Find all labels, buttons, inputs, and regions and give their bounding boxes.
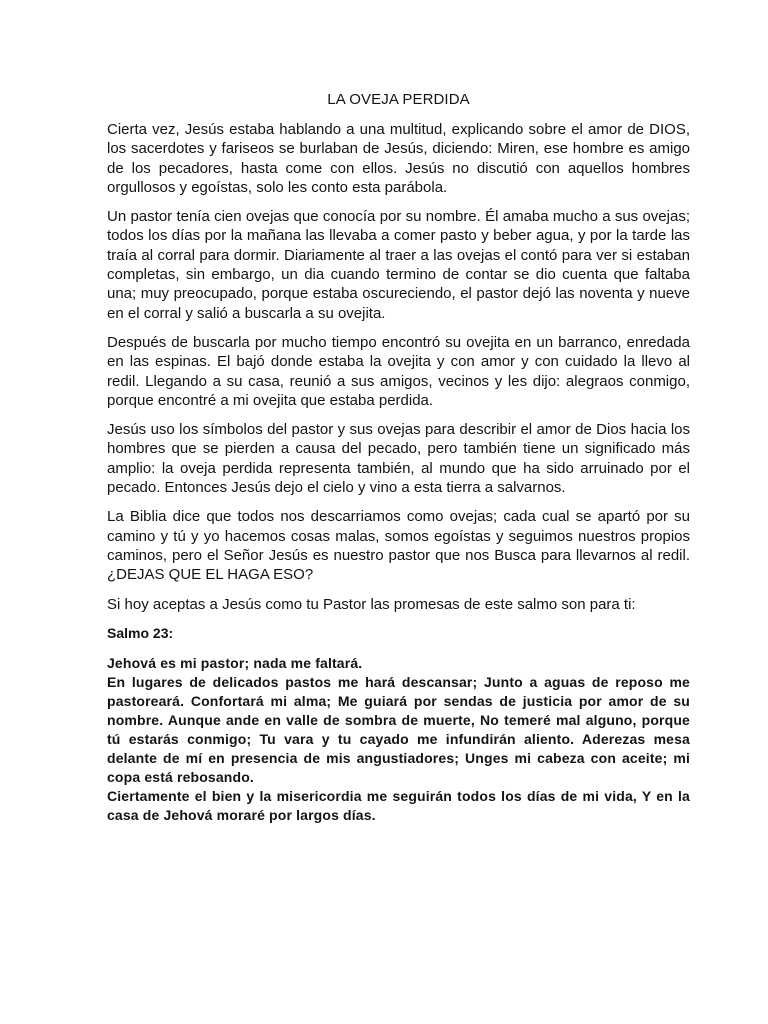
psalm-line: Jehová es mi pastor; nada me faltará. xyxy=(107,654,363,671)
psalm-line: En lugares de delicados pastos me hará descansar; Junto a aguas de reposo me pastoreará. Confortará mi alma; Me guiará por sendas de justicia por amor de su nombre. Aunque ande en valle de sombra de muerte, No temeré mal alguno, porque tú estarás conmigo; Tu vara y tu cayado me infundirán aliento. Aderezas mesa delante de mí en presencia de mis angustiadores; Unges mi cabeza con aceite; mi copa está rebosando. xyxy=(107,673,690,785)
paragraph-shepherd: Un pastor tenía cien ovejas que conocía por su nombre. Él amaba mucho a sus ovejas; todos los días por la mañana las llevaba a comer pasto y beber agua, y por la tarde las traía al corral para dormir. Diariamente al traer a las ovejas el contó para ver si estaban completas, sin embargo, un dia cuando termino de contar se dio cuenta que faltaba una; muy preocupado, porque estaba oscureciendo, el pastor dejó las noventa y nueve en el corral y salió a buscarla a su ovejita. xyxy=(107,208,690,322)
document-title: LA OVEJA PERDIDA xyxy=(327,91,470,108)
paragraph-found: Después de buscarla por mucho tiempo encontró su ovejita en un barranco, enredada en las espinas. El bajó donde estaba la ovejita y con amor y con cuidado la llevo al redil. Llegando a su casa, reunió a sus amigos, vecinos y les dijo: alegraos conmigo, porque encontré a mi ovejita que estaba perdida. xyxy=(107,333,690,409)
psalm-heading: Salmo 23: xyxy=(107,624,174,641)
psalm-text xyxy=(107,654,690,825)
paragraph-intro: Cierta vez, Jesús estaba hablando a una multitud, explicando sobre el amor de DIOS, los sacerdotes y fariseos se burlaban de Jesús, diciendo: Miren, ese hombre es amigo de los pecadores, hasta come con ellos. Jesús no discutió con aquellos hombres orgullosos y egoístas, solo les conto esta parábola. xyxy=(107,121,690,196)
paragraph-invitation: Si hoy aceptas a Jesús como tu Pastor las promesas de este salmo son para ti: xyxy=(107,595,636,613)
paragraph-symbols: Jesús uso los símbolos del pastor y sus ovejas para describir el amor de Dios hacia los hombres que se pierden a causa del pecado, pero también tiene un significado más amplio: la oveja perdida representa también, al mundo que ha sido arruinado por el pecado. Entonces Jesús dejo el cielo y vino a esta tierra a salvarnos. xyxy=(107,421,690,497)
paragraph-bible: La Biblia dice que todos nos descarriamos como ovejas; cada cual se apartó por su camino y tú y yo hacemos cosas malas, somos egoístas y seguimos nuestros propios caminos, pero el Señor Jesús es nuestro pastor que nos Busca para llevarnos al redil. ¿DEJAS QUE EL HAGA ESO? xyxy=(107,508,690,584)
psalm-line: Ciertamente el bien y la misericordia me seguirán todos los días de mi vida, Y en la casa de Jehová moraré por largos días. xyxy=(107,787,690,823)
